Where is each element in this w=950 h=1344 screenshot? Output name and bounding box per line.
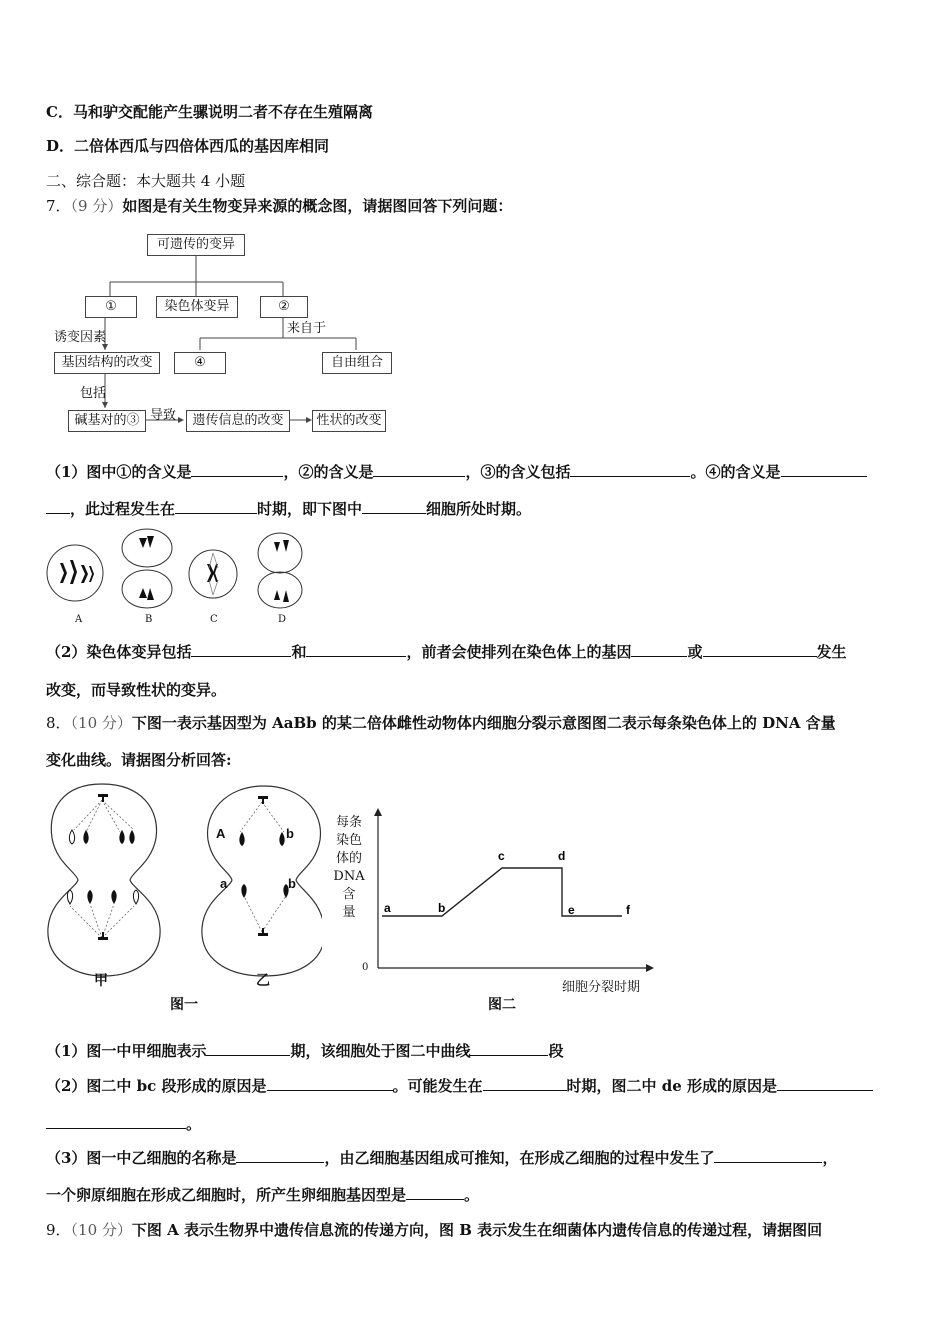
- q7-number: 7．: [46, 197, 71, 215]
- point-label-a: a: [384, 901, 391, 915]
- q7-1-g: 细胞所处时期。: [426, 500, 532, 518]
- cell-division-svg: [44, 528, 314, 630]
- box-trait-change: 性状的改变: [312, 410, 386, 432]
- q9-number: 9．: [46, 1221, 71, 1239]
- answer-blank[interactable]: [191, 462, 283, 477]
- q7-2-f: 改变，而导致性状的变异。: [46, 681, 227, 699]
- label-from: 来自于: [287, 321, 327, 336]
- x-axis-label: 细胞分裂时期: [562, 980, 641, 995]
- box-base-pair: 碱基对的③: [68, 410, 146, 432]
- dna-curve: [382, 868, 622, 916]
- q9-score: （10 分）: [70, 1221, 132, 1239]
- q7-1-b: ，②的含义是: [283, 463, 374, 481]
- ylabel-line: DNA含: [333, 869, 365, 902]
- q8-3-d: 一个卵原细胞在形成乙细胞时，所产生卵细胞基因型是: [46, 1186, 407, 1204]
- answer-blank[interactable]: [781, 462, 867, 477]
- q7-part1-line2: [46, 499, 531, 519]
- cell-label-b: B: [145, 614, 153, 625]
- q7-2-d: 或: [687, 643, 703, 661]
- option-d: [46, 136, 329, 156]
- figure-two-chart: [326, 806, 666, 1014]
- answer-blank[interactable]: [236, 1148, 324, 1163]
- point-label-b: b: [438, 901, 446, 915]
- point-label-e: e: [568, 903, 575, 917]
- box-info-change: 遗传信息的改变: [186, 410, 290, 432]
- q9-stem: [46, 1220, 822, 1240]
- answer-blank[interactable]: [406, 1185, 464, 1200]
- box-blank-1: ①: [85, 296, 137, 318]
- section-title: 二、综合题：本大题共 4 小题: [46, 172, 246, 190]
- q8-stem-2: [46, 750, 232, 770]
- label-lead: 导致: [150, 408, 177, 423]
- cell-division-figures: [44, 528, 314, 630]
- ylabel-line: 量: [342, 905, 356, 920]
- section-heading: [46, 171, 245, 191]
- answer-blank[interactable]: [777, 1076, 873, 1091]
- gene-label-b-bottom: b: [288, 876, 296, 891]
- option-d-text: D．二倍体西瓜与四倍体西瓜的基因库相同: [46, 137, 330, 155]
- answer-blank[interactable]: [306, 642, 406, 657]
- q8-2-d: 。: [186, 1115, 202, 1133]
- label-include: 包括: [80, 386, 107, 401]
- q8-text: 下图一表示基因型为 AaBb 的某二倍体雌性动物体内细胞分裂示意图图二表示每条染色体上的 DNA 含量: [131, 714, 836, 732]
- answer-blank[interactable]: [714, 1148, 822, 1163]
- q9-text: 下图 A 表示生物界中遗传信息流的传递方向，图 B 表示发生在细菌体内遗传信息的传递过程，请据图回: [131, 1221, 823, 1239]
- q8-part2: [46, 1076, 873, 1096]
- gene-label-A: A: [216, 826, 226, 841]
- q8-2-c: 时期，图二中 de 形成的原因是: [566, 1077, 778, 1095]
- q8-3-b: ，由乙细胞基因组成可推知，在形成乙细胞的过程中发生了: [324, 1149, 715, 1167]
- q7-2-a: （2）染色体变异包括: [46, 643, 192, 661]
- q8-stem: [46, 713, 836, 733]
- box-free-combination: 自由组合: [322, 352, 392, 374]
- ylabel-line: 体的: [335, 851, 362, 866]
- q8-part3: [46, 1148, 837, 1168]
- cell-label-c: C: [210, 614, 218, 625]
- y-axis-arrow: [374, 808, 382, 816]
- answer-blank[interactable]: [46, 499, 70, 514]
- q7-part2-line1: [46, 642, 847, 662]
- q7-part1-line1: [46, 462, 867, 482]
- point-label-c: c: [498, 849, 505, 863]
- option-c: [46, 102, 373, 122]
- answer-blank[interactable]: [206, 1041, 290, 1056]
- q7-2-c: ，前者会使排列在染色体上的基因: [406, 643, 632, 661]
- q7-stem: [46, 196, 512, 216]
- q8-3-c: ，: [822, 1149, 838, 1167]
- box-gene-structure-change: 基因结构的改变: [54, 352, 160, 374]
- q8-part1: [46, 1041, 563, 1061]
- answer-blank[interactable]: [175, 499, 257, 514]
- origin-label: 0: [362, 962, 369, 973]
- q8-2-a: （2）图二中 bc 段形成的原因是: [46, 1077, 267, 1095]
- ylabel-line: 染色: [335, 833, 362, 848]
- q7-score: （9 分）: [70, 197, 123, 215]
- q7-1-f: 时期，即下图中: [257, 500, 363, 518]
- label-inducer: 诱变因素: [54, 330, 107, 345]
- point-label-f: f: [626, 903, 630, 917]
- answer-blank[interactable]: [570, 462, 690, 477]
- cell-name-yi: 乙: [256, 973, 270, 989]
- answer-blank[interactable]: [631, 642, 687, 657]
- q7-1-d: 。④的含义是: [690, 463, 781, 481]
- q8-number: 8．: [46, 714, 71, 732]
- q8-1-a: （1）图一中甲细胞表示: [46, 1042, 207, 1060]
- gene-label-a: a: [220, 876, 228, 891]
- q8-1-b: 期，该细胞处于图二中曲线: [290, 1042, 471, 1060]
- ylabel-line: 每条: [335, 815, 362, 830]
- figure-one-caption: 图一: [170, 997, 198, 1013]
- gene-label-b-top: b: [286, 826, 294, 841]
- box-blank-2: ②: [260, 296, 308, 318]
- option-c-text: C．马和驴交配能产生骡说明二者不存在生殖隔离: [46, 103, 373, 121]
- box-blank-4: ④: [174, 352, 226, 374]
- q7-1-e: ，此过程发生在: [70, 500, 176, 518]
- point-label-d: d: [558, 849, 566, 863]
- chart-title: 图二: [488, 997, 516, 1013]
- q7-text: 如图是有关生物变异来源的概念图，请据图回答下列问题：: [122, 197, 513, 215]
- answer-blank[interactable]: [267, 1076, 393, 1091]
- q8-3-e: 。: [464, 1186, 480, 1204]
- cell-label-d: D: [278, 614, 287, 625]
- q8-2-b: 。可能发生在: [392, 1077, 483, 1095]
- q7-part2-line2: [46, 680, 226, 700]
- answer-blank[interactable]: [703, 642, 817, 657]
- figure-one: [42, 780, 322, 1016]
- answer-blank[interactable]: [470, 1041, 548, 1056]
- box-chromosome-variation: 染色体变异: [156, 296, 238, 318]
- q8-text-2: 变化曲线。请据图分析回答:: [46, 751, 232, 769]
- cell-name-jia: 甲: [94, 973, 108, 989]
- x-axis-arrow: [646, 964, 654, 972]
- q7-1-a: （1）图中①的含义是: [46, 463, 192, 481]
- cell-label-a: A: [75, 614, 83, 625]
- answer-blank[interactable]: [373, 462, 465, 477]
- q7-2-b: 和: [291, 643, 307, 661]
- answer-blank[interactable]: [46, 1114, 186, 1129]
- answer-blank[interactable]: [483, 1076, 567, 1091]
- answer-blank[interactable]: [362, 499, 426, 514]
- q7-2-e: 发生: [816, 643, 847, 661]
- q8-part3-cont: [46, 1185, 479, 1205]
- box-heritable-variation: 可遗传的变异: [147, 234, 245, 256]
- concept-map: [50, 230, 410, 440]
- answer-blank[interactable]: [191, 642, 291, 657]
- figure-one-svg: [42, 780, 322, 1016]
- q7-1-c: ，③的含义包括: [465, 463, 571, 481]
- q8-1-c: 段: [548, 1042, 564, 1060]
- q8-score: （10 分）: [70, 714, 132, 732]
- q8-part2-cont: [46, 1114, 201, 1134]
- q8-3-a: （3）图一中乙细胞的名称是: [46, 1149, 237, 1167]
